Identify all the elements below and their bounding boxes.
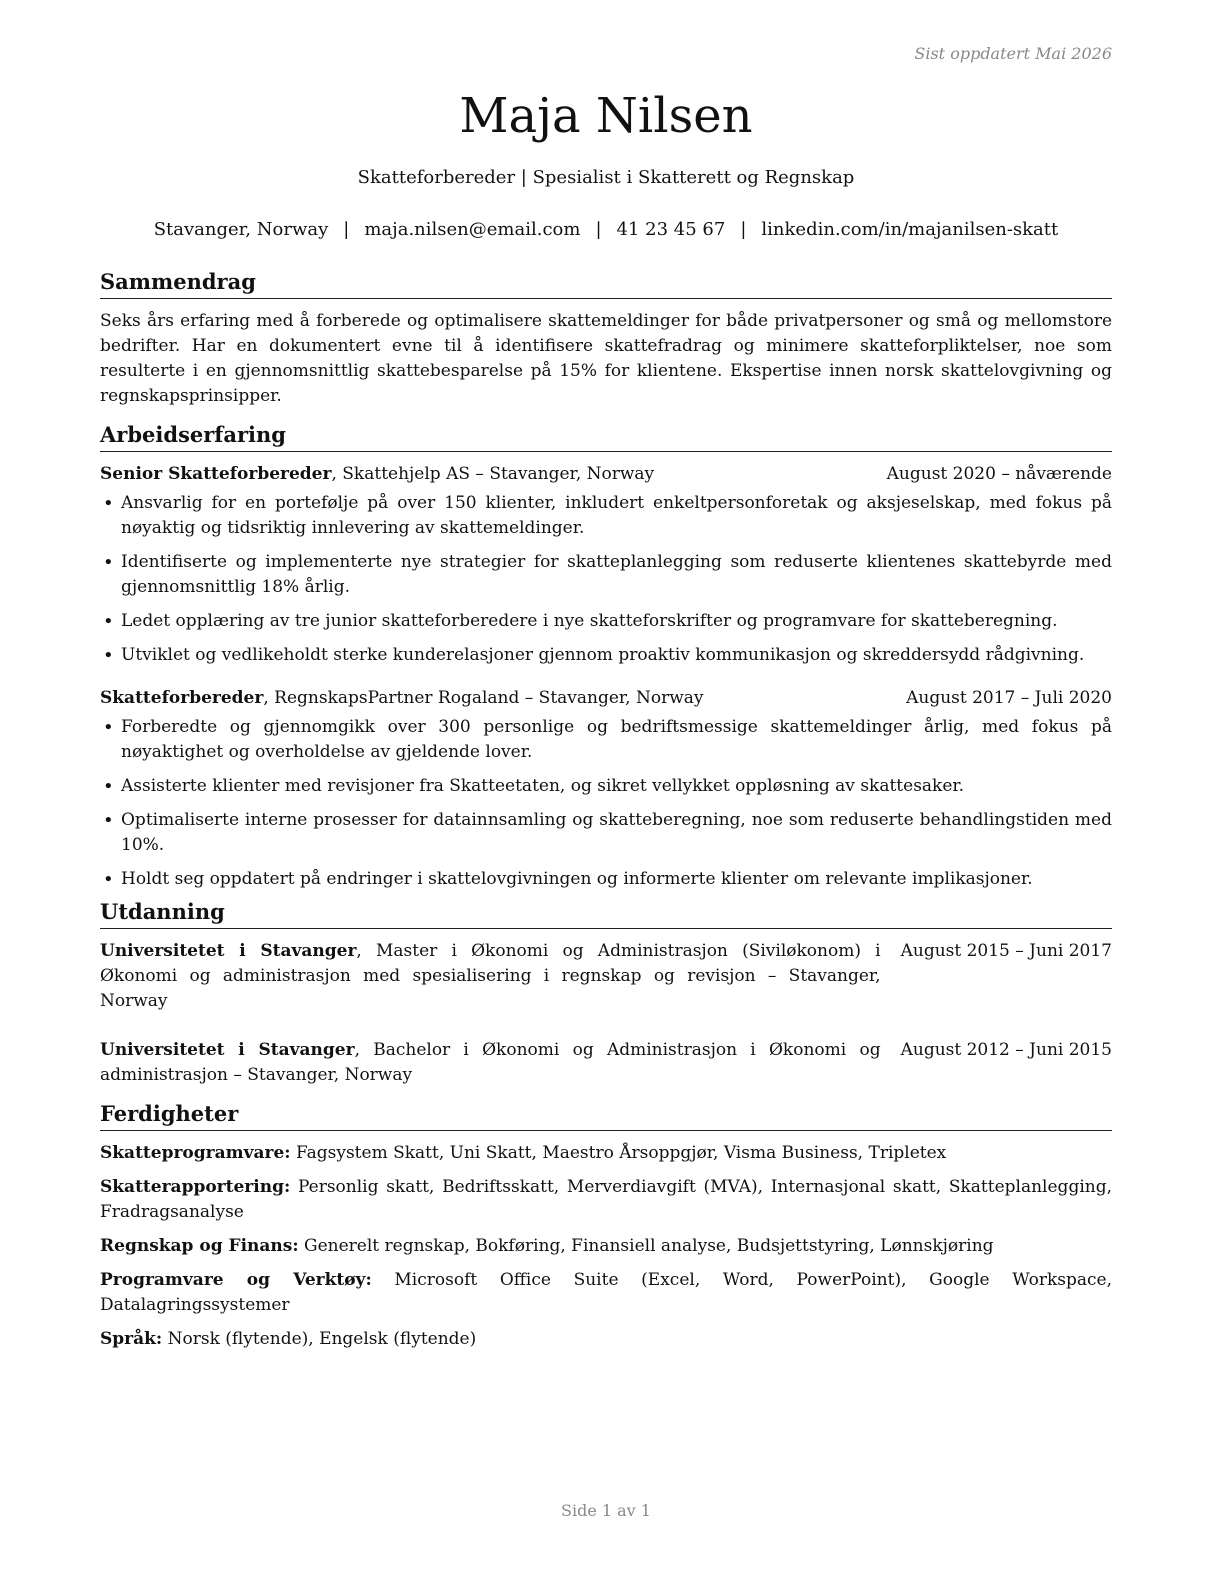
contact-phone: 41 23 45 67 <box>616 219 726 240</box>
education-school: Universitetet i Stavanger <box>100 941 357 961</box>
skill-value: Generelt regnskap, Bokføring, Finansiell analyse, Budsjettstyring, Lønnskjøring <box>298 1236 994 1256</box>
skill-row <box>100 1141 1112 1166</box>
job-bullet: • Assisterte klienter med revisjoner fra Skatteetaten, og sikret vellykket oppløsning av skattesaker. <box>100 774 1112 799</box>
contact-email[interactable]: maja.nilsen@email.com <box>364 219 581 240</box>
education-heading: Utdanning <box>100 898 1112 929</box>
education-dates: August 2015 – Juni 2017 <box>900 941 1112 961</box>
education-entry <box>100 1038 1112 1088</box>
job-header <box>100 686 1112 711</box>
skill-row <box>100 1327 1112 1352</box>
skill-label: Skatteprogramvare: <box>100 1143 291 1163</box>
skill-value: Personlig skatt, Bedriftsskatt, Merverdiavgift (MVA), Internasjonal skatt, Skatteplanlegging, Fradragsanalyse <box>100 1177 1112 1222</box>
summary-heading: Sammendrag <box>100 268 1112 299</box>
last-updated: Sist oppdatert Mai 2026 <box>914 44 1112 63</box>
job-title-line <box>100 686 704 711</box>
job-dates: August 2017 – Juli 2020 <box>906 688 1112 708</box>
skill-row <box>100 1268 1112 1318</box>
summary-text: Seks års erfaring med å forberede og optimalisere skattemeldinger for både privatpersoner og små og mellomstore bedrifter. Har en dokumentert evne til å identifisere skattefradrag og minimere skatteforpliktelser, noe som resulterte i en gjennomsnittlig skattebesparelse på 15% for klientene. Ekspertise innen norsk skattelovgivning og regnskapsprinsipper. <box>100 311 1112 406</box>
job-company: , Skattehjelp AS – Stavanger, Norway <box>331 464 655 484</box>
skill-label: Programvare og Verktøy: <box>100 1270 372 1290</box>
person-name: Maja Nilsen <box>459 88 753 144</box>
job-header <box>100 462 1112 487</box>
job-entry <box>100 686 1112 892</box>
job-bullet: • Ledet opplæring av tre junior skatteforberedere i nye skatteforskrifter og programvare for skatteberegning. <box>100 609 1112 634</box>
education-section <box>100 898 1112 1088</box>
job-bullet: • Holdt seg oppdatert på endringer i skattelovgivningen og informerte klienter om relevante implikasjoner. <box>100 867 1112 892</box>
skill-label: Språk: <box>100 1329 163 1349</box>
job-bullets <box>100 715 1112 892</box>
skill-value: Norsk (flytende), Engelsk (flytende) <box>162 1329 477 1349</box>
experience-section <box>100 421 1112 892</box>
job-bullets <box>100 491 1112 668</box>
job-bullet: • Identifiserte og implementerte nye strategier for skatteplanlegging som reduserte klientenes skattebyrde med gjennomsnittlig 18% årlig. <box>100 550 1112 600</box>
job-bullet: • Optimaliserte interne prosesser for datainnsamling og skatteberegning, noe som reduserte behandlingstiden med 10%. <box>100 808 1112 858</box>
job-title-line <box>100 462 654 487</box>
resume-content <box>100 268 1112 1361</box>
education-detail: , Master i Økonomi og Administrasjon (Siviløkonom) i Økonomi og administrasjon med spesialisering i regnskap og revisjon – Stavanger, Norway <box>100 941 881 1011</box>
contact-separator: | <box>595 219 602 240</box>
job-subtitle: Skatteforbereder | Spesialist i Skatterett og Regnskap <box>357 167 855 188</box>
skill-value: Fagsystem Skatt, Uni Skatt, Maestro Årsoppgjør, Visma Business, Tripletex <box>290 1143 947 1163</box>
job-title: Senior Skatteforbereder <box>100 464 332 484</box>
contact-separator: | <box>343 219 350 240</box>
education-detail: , Bachelor i Økonomi og Administrasjon i Økonomi og administrasjon – Stavanger, Norway <box>100 1040 881 1085</box>
skills-section <box>100 1100 1112 1352</box>
page-number: Side 1 av 1 <box>561 1501 651 1520</box>
job-entry <box>100 462 1112 668</box>
skill-value: Microsoft Office Suite (Excel, Word, PowerPoint), Google Workspace, Datalagringssystemer <box>100 1270 1112 1315</box>
experience-heading: Arbeidserfaring <box>100 421 1112 452</box>
job-bullet: • Forberedte og gjennomgikk over 300 personlige og bedriftsmessige skattemeldinger årlig, med fokus på nøyaktighet og overholdelse av gjeldende lover. <box>100 715 1112 765</box>
education-entry <box>100 939 1112 1014</box>
contact-linkedin[interactable]: linkedin.com/in/majanilsen-skatt <box>761 219 1059 240</box>
skill-label: Skatterapportering: <box>100 1177 291 1197</box>
skill-row <box>100 1234 1112 1259</box>
education-text <box>100 1038 881 1088</box>
education-dates: August 2012 – Juni 2015 <box>900 1040 1112 1060</box>
skill-label: Regnskap og Finans: <box>100 1236 299 1256</box>
job-dates: August 2020 – nåværende <box>886 464 1112 484</box>
skills-heading: Ferdigheter <box>100 1100 1112 1131</box>
summary-section <box>100 268 1112 409</box>
job-bullet: • Ansvarlig for en portefølje på over 150 klienter, inkludert enkeltpersonforetak og aksjeselskap, med fokus på nøyaktig og tidsriktig innlevering av skattemeldinger. <box>100 491 1112 541</box>
job-company: , RegnskapsPartner Rogaland – Stavanger, Norway <box>263 688 704 708</box>
education-text <box>100 939 881 1014</box>
contact-location: Stavanger, Norway <box>153 219 329 240</box>
skill-row <box>100 1175 1112 1225</box>
contact-line <box>100 219 1112 240</box>
resume-page <box>100 0 1112 1584</box>
job-title: Skatteforbereder <box>100 688 264 708</box>
job-bullet: • Utviklet og vedlikeholdt sterke kunderelasjoner gjennom proaktiv kommunikasjon og skreddersydd rådgivning. <box>100 643 1112 668</box>
education-school: Universitetet i Stavanger <box>100 1040 355 1060</box>
contact-separator: | <box>740 219 747 240</box>
